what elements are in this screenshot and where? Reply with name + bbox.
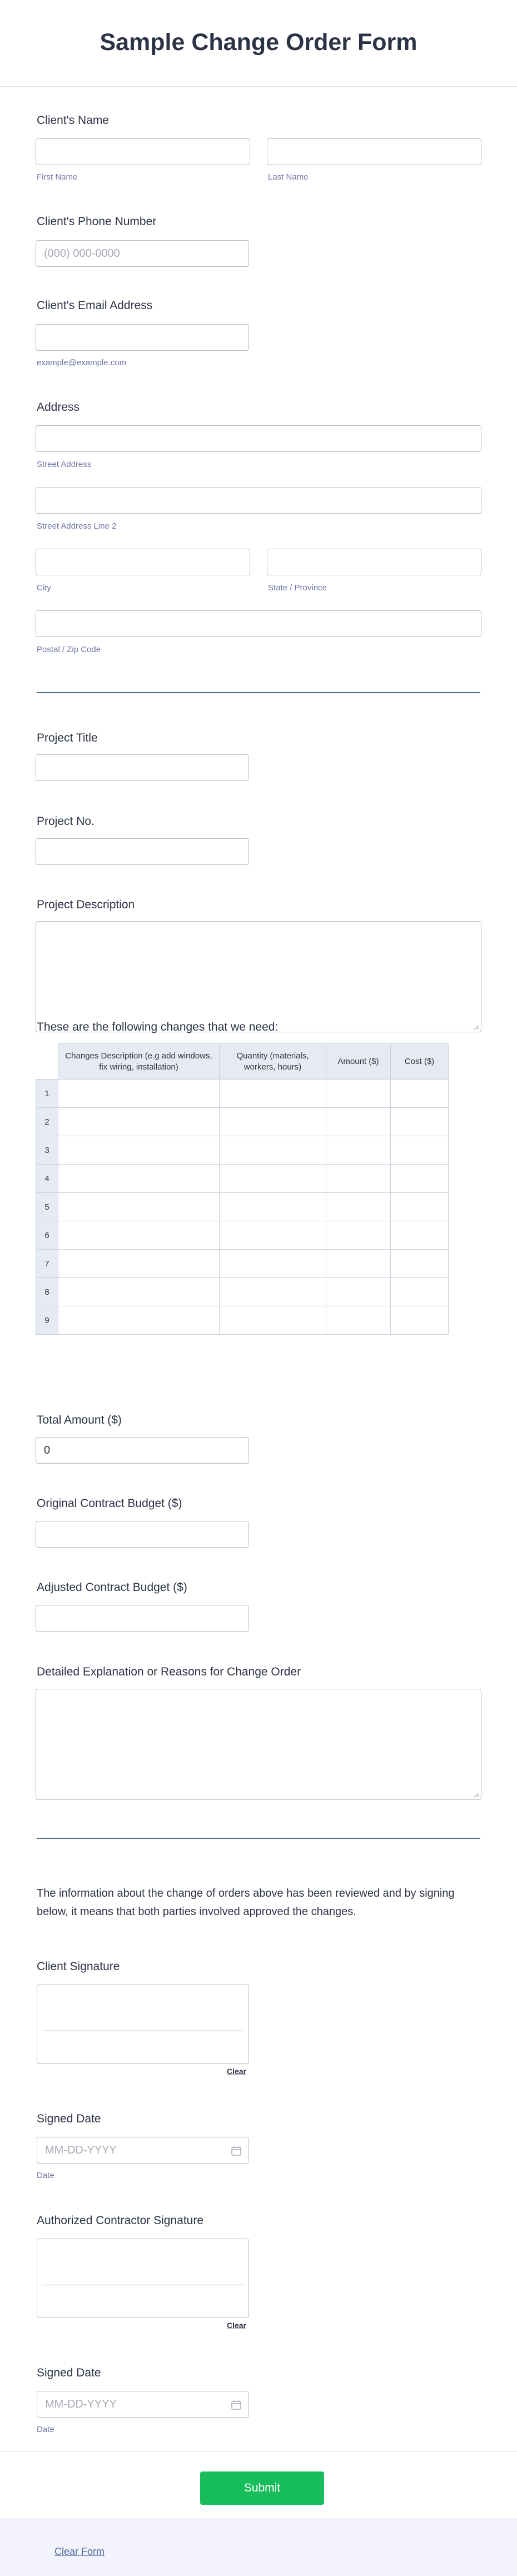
client-signature-clear-button[interactable]: Clear <box>227 2067 247 2076</box>
submit-button[interactable]: Submit <box>200 2471 324 2505</box>
phone-placeholder: (000) 000-0000 <box>44 247 120 260</box>
client-name-label: Client's Name <box>37 114 110 127</box>
adjusted-budget-input[interactable] <box>36 1605 249 1632</box>
street-address-2-input[interactable] <box>36 487 481 514</box>
project-title-input[interactable] <box>36 754 249 781</box>
changes-table <box>36 1043 449 1335</box>
table-cell[interactable] <box>58 1306 220 1335</box>
table-cell[interactable] <box>220 1136 326 1165</box>
street-address-sublabel: Street Address <box>37 460 92 469</box>
first-name-input[interactable] <box>36 138 250 165</box>
original-budget-input[interactable] <box>36 1521 249 1548</box>
row-number: 7 <box>36 1250 58 1278</box>
table-cell[interactable] <box>58 1136 220 1165</box>
table-cell[interactable] <box>391 1193 449 1221</box>
signed-date-2-sublabel: Date <box>37 2425 54 2434</box>
project-title-label: Project Title <box>37 732 98 744</box>
address-label: Address <box>37 401 80 414</box>
table-row <box>36 1165 449 1193</box>
signed-date-2-input[interactable] <box>37 2391 249 2418</box>
signed-date-label: Signed Date <box>37 2112 101 2125</box>
table-cell[interactable] <box>220 1306 326 1335</box>
table-cell[interactable] <box>326 1193 391 1221</box>
column-header: Cost ($) <box>391 1044 449 1080</box>
table-cell[interactable] <box>391 1108 449 1136</box>
zip-input[interactable] <box>36 610 481 637</box>
table-cell[interactable] <box>391 1306 449 1335</box>
table-cell[interactable] <box>220 1278 326 1306</box>
table-cell[interactable] <box>391 1250 449 1278</box>
table-cell[interactable] <box>58 1080 220 1108</box>
table-cell[interactable] <box>326 1221 391 1250</box>
zip-sublabel: Postal / Zip Code <box>37 645 101 654</box>
section-divider <box>37 1838 480 1839</box>
client-signature-pad[interactable] <box>37 1985 249 2064</box>
original-budget-label: Original Contract Budget ($) <box>37 1497 182 1510</box>
contractor-signature-clear-button[interactable]: Clear <box>227 2321 247 2330</box>
table-cell[interactable] <box>326 1278 391 1306</box>
project-no-label: Project No. <box>37 815 95 828</box>
table-cell[interactable] <box>326 1250 391 1278</box>
table-cell[interactable] <box>58 1193 220 1221</box>
signed-date-placeholder: MM-DD-YYYY <box>45 2144 117 2156</box>
table-cell[interactable] <box>391 1136 449 1165</box>
table-cell[interactable] <box>326 1108 391 1136</box>
table-cell[interactable] <box>326 1080 391 1108</box>
table-cell[interactable] <box>326 1136 391 1165</box>
email-label: Client's Email Address <box>37 299 153 312</box>
table-cell[interactable] <box>58 1221 220 1250</box>
column-header: Amount ($) <box>326 1044 391 1080</box>
table-row <box>36 1136 449 1165</box>
last-name-input[interactable] <box>267 138 481 165</box>
signed-date-2-label: Signed Date <box>37 2366 101 2379</box>
column-header: Quantity (materials, workers, hours) <box>220 1044 326 1080</box>
calendar-icon[interactable] <box>231 2399 242 2410</box>
row-number: 6 <box>36 1221 58 1250</box>
signed-date-2-placeholder: MM-DD-YYYY <box>45 2398 117 2410</box>
table-row <box>36 1221 449 1250</box>
row-number: 2 <box>36 1108 58 1136</box>
table-cell[interactable] <box>220 1221 326 1250</box>
signed-date-input[interactable] <box>37 2137 249 2164</box>
row-number: 4 <box>36 1165 58 1193</box>
table-cell[interactable] <box>58 1278 220 1306</box>
table-cell[interactable] <box>58 1250 220 1278</box>
table-cell[interactable] <box>220 1108 326 1136</box>
email-input[interactable] <box>36 324 249 351</box>
state-input[interactable] <box>267 549 481 575</box>
approval-statement: The information about the change of orders above has been reviewed and by signing below, it means that both parties involved approved the changes. <box>37 1887 455 1918</box>
total-amount-label: Total Amount ($) <box>37 1414 122 1426</box>
form-header <box>0 0 517 87</box>
contractor-signature-pad[interactable] <box>37 2239 249 2318</box>
table-cell[interactable] <box>391 1165 449 1193</box>
table-row <box>36 1080 449 1108</box>
row-number: 8 <box>36 1278 58 1306</box>
table-row <box>36 1278 449 1306</box>
row-number: 3 <box>36 1136 58 1165</box>
street-address-input[interactable] <box>36 425 481 452</box>
contractor-signature-label: Authorized Contractor Signature <box>37 2214 203 2227</box>
last-name-sublabel: Last Name <box>268 172 309 182</box>
email-sublabel: example@example.com <box>37 358 127 367</box>
total-amount-value: 0 <box>44 1444 51 1456</box>
table-corner <box>36 1044 58 1080</box>
calendar-icon[interactable] <box>231 2145 242 2156</box>
table-cell[interactable] <box>391 1080 449 1108</box>
table-row <box>36 1193 449 1221</box>
resize-grip-icon[interactable] <box>474 1025 479 1030</box>
total-amount-input[interactable] <box>36 1437 249 1464</box>
row-number: 9 <box>36 1306 58 1335</box>
first-name-sublabel: First Name <box>37 172 78 182</box>
project-description-textarea[interactable] <box>36 921 481 1032</box>
form-title: Sample Change Order Form <box>100 29 417 56</box>
project-no-input[interactable] <box>36 838 249 865</box>
street-address-2-sublabel: Street Address Line 2 <box>37 521 117 531</box>
phone-label: Client's Phone Number <box>37 215 157 228</box>
explanation-textarea[interactable] <box>36 1689 481 1800</box>
table-cell[interactable] <box>58 1165 220 1193</box>
row-number: 1 <box>36 1080 58 1108</box>
city-sublabel: City <box>37 583 51 593</box>
resize-grip-icon[interactable] <box>474 1792 479 1798</box>
table-cell[interactable] <box>220 1080 326 1108</box>
table-cell[interactable] <box>326 1306 391 1335</box>
explanation-label: Detailed Explanation or Reasons for Change Order <box>37 1665 301 1678</box>
state-sublabel: State / Province <box>268 583 327 593</box>
row-number: 5 <box>36 1193 58 1221</box>
table-cell[interactable] <box>326 1165 391 1193</box>
section-divider <box>37 692 480 693</box>
client-signature-label: Client Signature <box>37 1960 120 1973</box>
clear-form-link[interactable]: Clear Form <box>54 2546 105 2557</box>
table-cell[interactable] <box>220 1250 326 1278</box>
table-cell[interactable] <box>220 1165 326 1193</box>
city-input[interactable] <box>36 549 250 575</box>
table-row <box>36 1108 449 1136</box>
signed-date-sublabel: Date <box>37 2171 54 2180</box>
table-row <box>36 1250 449 1278</box>
adjusted-budget-label: Adjusted Contract Budget ($) <box>37 1581 187 1594</box>
table-row <box>36 1306 449 1335</box>
table-cell[interactable] <box>391 1278 449 1306</box>
table-cell[interactable] <box>220 1193 326 1221</box>
project-description-label: Project Description <box>37 898 135 911</box>
table-cell[interactable] <box>58 1108 220 1136</box>
changes-label: These are the following changes that we need: <box>37 1021 279 1033</box>
column-header: Changes Description (e.g add windows, fix wiring, installation) <box>58 1044 220 1080</box>
phone-input[interactable] <box>36 240 249 267</box>
changes-table-header <box>36 1044 449 1080</box>
table-cell[interactable] <box>391 1221 449 1250</box>
